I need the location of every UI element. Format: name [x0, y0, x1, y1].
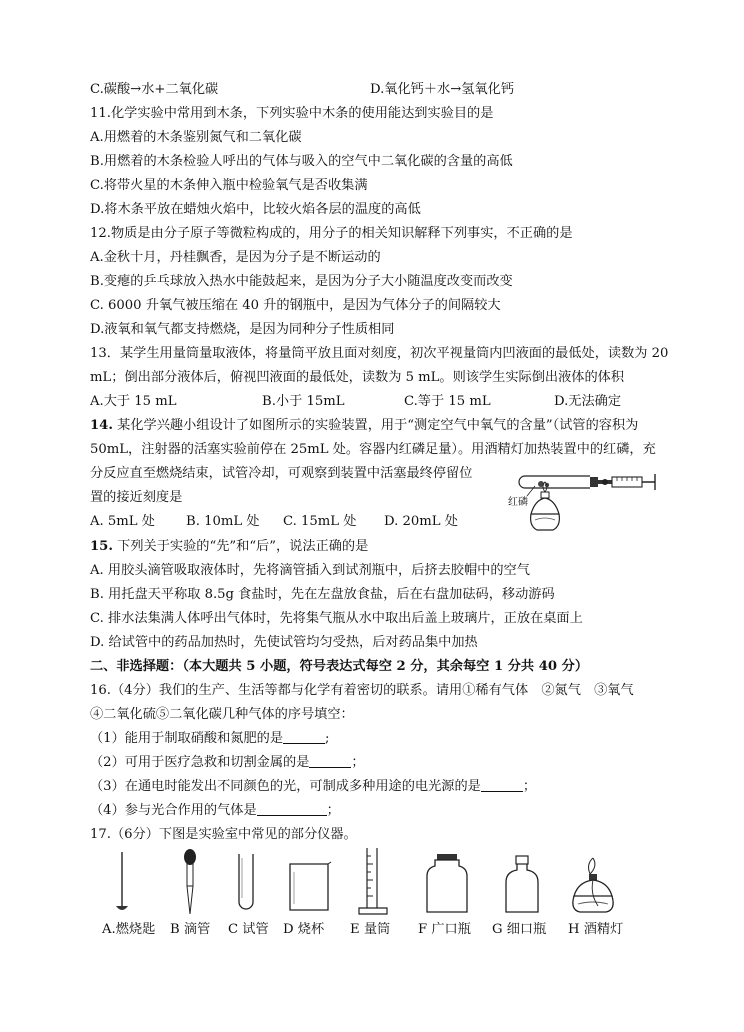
section2-note: （本大题共 5 小题，符号表达式每空 2 分，其余每空 1 分共 40 分）	[182, 659, 589, 674]
q16-item-1-tail: ;	[325, 731, 330, 746]
q14-stem-text: 某化学兴趣小组设计了如图所示的实验装置，用于“测定空气中氧气的含量”（试管的容积为	[112, 418, 639, 433]
q12-option-a: A.金秋十月，丹桂飘香，是因为分子是不断运动的	[90, 250, 381, 265]
alcohol-lamp-drawing	[568, 854, 618, 916]
q13-stem-line2: mL；倒出部分液体后，俯视凹液面的最低处，读数为 5 mL。则该学生实际倒出液体的体积	[90, 370, 625, 385]
q16-item-1-text: （1）能用于制取硝酸和氮肥的是	[90, 731, 284, 746]
q11-option-d: D.将木条平放在蜡烛火焰中，比较火焰各层的温度的高低	[90, 202, 421, 217]
instrument-label-f: F 广口瓶	[418, 922, 471, 937]
beaker-drawing	[287, 862, 331, 914]
q16-item-2-tail: ；	[351, 755, 365, 770]
dropper-drawing	[178, 848, 202, 918]
q16-item-4-tail: ；	[326, 803, 340, 818]
q14-option-c: C. 15mL 处	[283, 514, 357, 529]
q15-stem-text: 下列关于实验的“先”和“后”，说法正确的是	[112, 539, 369, 554]
q15-option-d: D. 给试管中的药品加热时，先使试管均匀受热，后对药品集中加热	[90, 635, 478, 650]
q11-stem: 11.化学实验中常用到木条，下列实验中木条的使用能达到实验目的是	[90, 106, 494, 121]
q13-option-c: C.等于 15 mL	[404, 394, 491, 409]
q11-option-c: C.将带火星的木条伸入瓶中检验氧气是否收集满	[90, 178, 368, 193]
q14-stem-line1	[90, 416, 638, 436]
q15-stem	[90, 537, 368, 557]
q11-option-a: A.用燃着的木条鉴别氮气和二氧化碳	[90, 130, 302, 145]
instrument-label-g: G 细口瓶	[492, 922, 547, 937]
instrument-label-c: C 试管	[228, 922, 269, 937]
q15-number: 15.	[90, 539, 113, 554]
q14-option-b: B. 10mL 处	[186, 514, 260, 529]
q17-stem: 17.（6分）下图是实验室中常见的部分仪器。	[90, 827, 357, 842]
q14-stem-line4: 置的接近刻度是	[90, 490, 183, 505]
instrument-label-e: E 量筒	[350, 922, 391, 937]
q12-option-d: D.液氧和氧气都支持燃烧，是因为同种分子性质相同	[90, 322, 395, 337]
instrument-label-b: B 滴管	[170, 922, 211, 937]
q12-stem: 12.物质是由分子原子等微粒构成的，用分子的相关知识解释下列事实，不正确的是	[90, 226, 573, 241]
q15-option-c: C. 排水法集满人体呼出气体时，先将集气瓶从水中取出后盖上玻璃片，正放在桌面上	[90, 611, 583, 626]
q14-option-d: D. 20mL 处	[384, 514, 458, 529]
q14-stem-line3: 分反应直至燃烧结束，试管冷却，可观察到装置中活塞最终停留位	[90, 466, 473, 481]
instrument-label-a: A.燃烧匙	[102, 922, 156, 937]
section2-title: 二、非选择题：	[90, 659, 183, 674]
q12-option-c: C. 6000 升氧气被压缩在 40 升的钢瓶中，是因为气体分子的间隔较大	[90, 298, 501, 313]
q16-item-3-text: （3）在通电时能发出不同颜色的光，可制成多种用途的电光源的是	[90, 779, 481, 794]
q13-option-a: A.大于 15 mL	[90, 394, 177, 409]
q10-option-c: C.碳酸→水+二氧化碳	[90, 82, 219, 97]
q16-item-1	[90, 729, 329, 749]
narrow-mouth-bottle-drawing	[502, 854, 542, 916]
q16-item-4-text: （4）参与光合作用的气体是	[90, 803, 257, 818]
section2-heading	[90, 657, 588, 677]
combustion-spoon-drawing	[114, 850, 130, 914]
q16-item-3	[90, 777, 536, 797]
q16-item-1-blank[interactable]	[283, 729, 325, 744]
instrument-label-h: H 酒精灯	[568, 922, 624, 937]
wide-mouth-bottle-drawing	[425, 852, 469, 916]
q14-figure-label: 红磷	[508, 497, 528, 508]
q13-stem-line1: 13．某学生用量筒量取液体，将量筒平放且面对刻度，初次平视量筒内凹液面的最低处，读数为 20	[90, 346, 669, 361]
q16-item-2	[90, 753, 365, 773]
q15-option-b: B. 用托盘天平称取 8.5g 食盐时，先在左盘放食盐，后在右盘加砝码，移动游码	[90, 587, 555, 602]
q16-stem-line1: 16.（4分）我们的生产、生活等都与化学有着密切的联系。请用①稀有气体 ②氮气 ③氧气	[90, 683, 634, 698]
q14-stem-line2: 50mL，注射器的活塞实验前停在 25mL 处。容器内红磷足量）。用酒精灯加热装置中的红磷，充	[90, 442, 656, 457]
q11-option-b: B.用燃着的木条检验人呼出的气体与吸入的空气中二氧化碳的含量的高低	[90, 154, 513, 169]
q12-option-b: B.变瘪的乒乓球放入热水中能鼓起来，是因为分子大小随温度改变而改变	[90, 274, 513, 289]
instrument-label-d: D 烧杯	[283, 922, 325, 937]
q16-item-4-blank[interactable]	[257, 801, 327, 816]
q10-option-d: D.氧化钙＋水→氢氧化钙	[370, 82, 515, 97]
q16-item-3-blank[interactable]	[481, 777, 523, 792]
q13-option-d: D.无法确定	[554, 394, 622, 409]
q15-option-a: A. 用胶头滴管吸取液体时，先将滴管插入到试剂瓶中，后挤去胶帽中的空气	[90, 563, 530, 578]
graduated-cylinder-drawing	[355, 846, 391, 918]
q13-option-b: B.小于 15mL	[262, 394, 345, 409]
q16-item-4	[90, 801, 340, 821]
q14-apparatus-figure	[505, 464, 660, 546]
q16-item-2-blank[interactable]	[309, 753, 351, 768]
q16-item-2-text: （2）可用于医疗急救和切割金属的是	[90, 755, 310, 770]
test-tube-drawing	[235, 852, 257, 914]
q16-item-3-tail: ；	[522, 779, 537, 794]
q16-stem-line2: ④二氧化硫⑤二氧化碳几种气体的序号填空：	[90, 707, 354, 722]
q14-number: 14.	[90, 418, 113, 433]
q14-option-a: A. 5mL 处	[90, 514, 155, 529]
